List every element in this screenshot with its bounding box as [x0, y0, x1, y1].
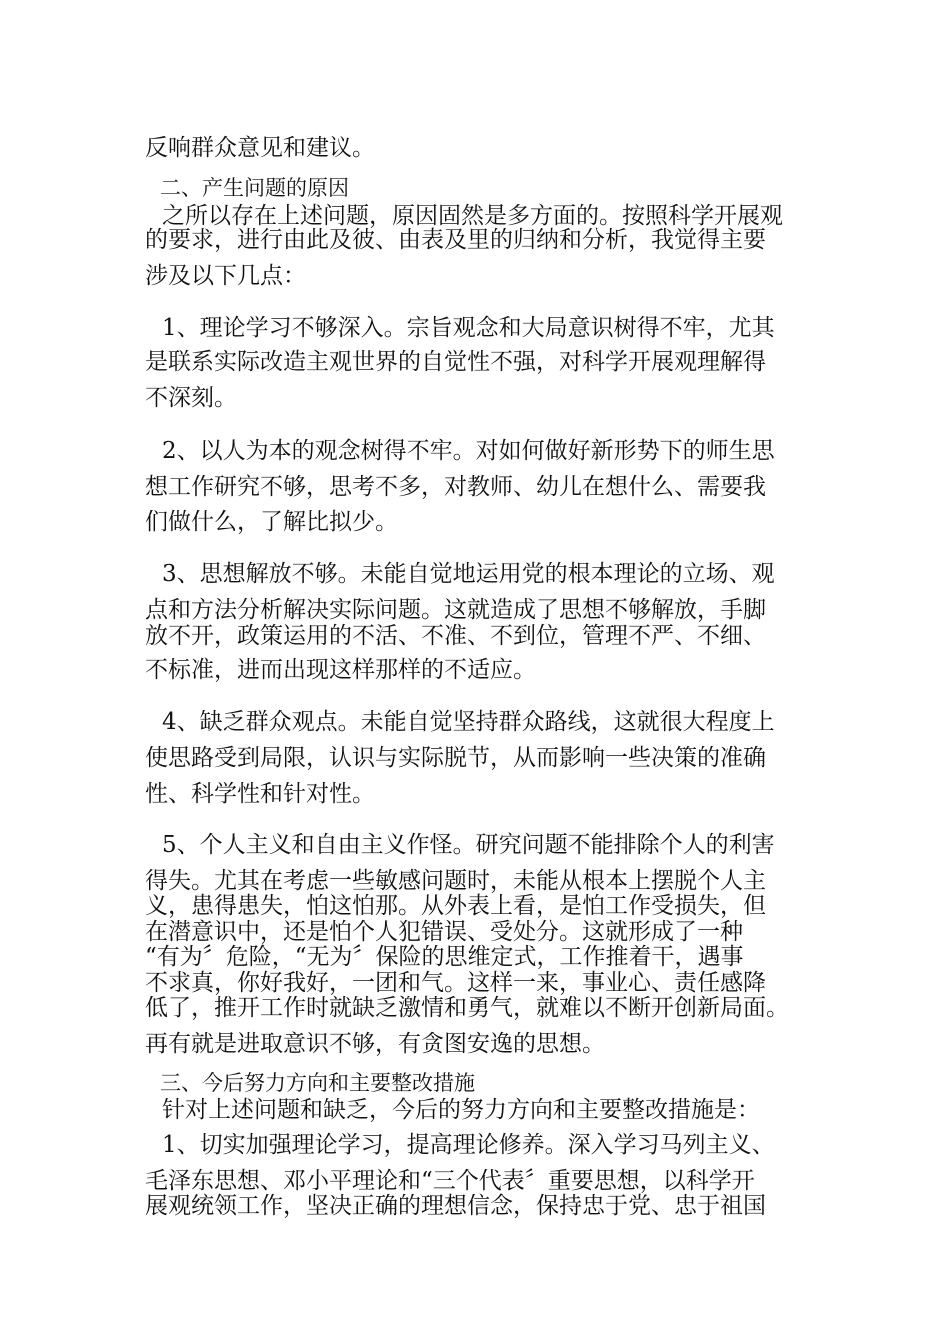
text-line: 不求真，你好我好，一团和气。这样一来，事业心、责任感降 [145, 970, 766, 996]
text-line: 展观统领工作，坚决正确的理想信念，保持忠于党、忠于祖国 [145, 1193, 766, 1219]
section-heading: 三、今后努力方向和主要整改措施 [160, 1071, 475, 1095]
text-line: 涉及以下几点： [145, 263, 306, 289]
text-line: 3、思想解放不够。未能自觉地运用党的根本理论的立场、观 [162, 561, 775, 587]
text-line: 们做什么，了解比拟少。 [145, 509, 398, 535]
text-line: “有为〞危险，“无为〞保险的思维定式，工作推着干，遇事 [145, 944, 744, 970]
text-line: 在潜意识中，还是怕个人犯错误、受处分。这就形成了一种 [145, 919, 743, 945]
text-line: 性、科学性和针对性。 [145, 781, 375, 807]
text-line: 点和方法分析解决实际问题。这就造成了思想不够解放，手脚 [145, 597, 766, 623]
text-line: 放不开，政策运用的不活、不准、不到位，管理不严、不细、 [145, 623, 766, 649]
text-line: 针对上述问题和缺乏，今后的努力方向和主要整改措施是： [162, 1097, 760, 1123]
text-line: 再有就是进取意识不够，有贪图安逸的思想。 [145, 1031, 605, 1057]
text-line: 的要求，进行由此及彼、由表及里的归纳和分析，我觉得主要 [145, 227, 766, 253]
text-line: 义，患得患失，怕这怕那。从外表上看，是怕工作受损失，但 [145, 893, 766, 919]
text-line: 1、切实加强理论学习，提高理论修养。深入学习马列主义、 [162, 1132, 775, 1158]
text-line: 毛泽东思想、邓小平理论和“三个代表〞重要思想，以科学开 [145, 1168, 755, 1194]
text-line: 2、以人为本的观念树得不牢。对如何做好新形势下的师生思 [162, 438, 775, 464]
text-line: 想工作研究不够，思考不多，对教师、幼儿在想什么、需要我 [145, 474, 766, 500]
text-line: 得失。尤其在考虑一些敏感问题时，未能从根本上摆脱个人主 [145, 868, 766, 894]
text-line: 不深刻。 [145, 385, 237, 411]
section-heading: 二、产生问题的原因 [160, 176, 349, 200]
text-line: 低了，推开工作时就缺乏激情和勇气，就难以不断开创新局面。 [145, 995, 789, 1021]
text-line: 反响群众意见和建议。 [145, 135, 375, 161]
text-line: 4、缺乏群众观点。未能自觉坚持群众路线，这就很大程度上 [162, 709, 775, 735]
text-line: 是联系实际改造主观世界的自觉性不强，对科学开展观理解得 [145, 349, 766, 375]
text-line: 使思路受到局限，认识与实际脱节，从而影响一些决策的准确 [145, 745, 766, 771]
text-line: 5、个人主义和自由主义作怪。研究问题不能排除个人的利害 [162, 832, 775, 858]
text-line: 1、理论学习不够深入。宗旨观念和大局意识树得不牢，尤其 [162, 315, 775, 341]
text-line: 不标准，进而出现这样那样的不适应。 [145, 657, 536, 683]
text-line: 之所以存在上述问题，原因固然是多方面的。按照科学开展观 [162, 203, 783, 229]
